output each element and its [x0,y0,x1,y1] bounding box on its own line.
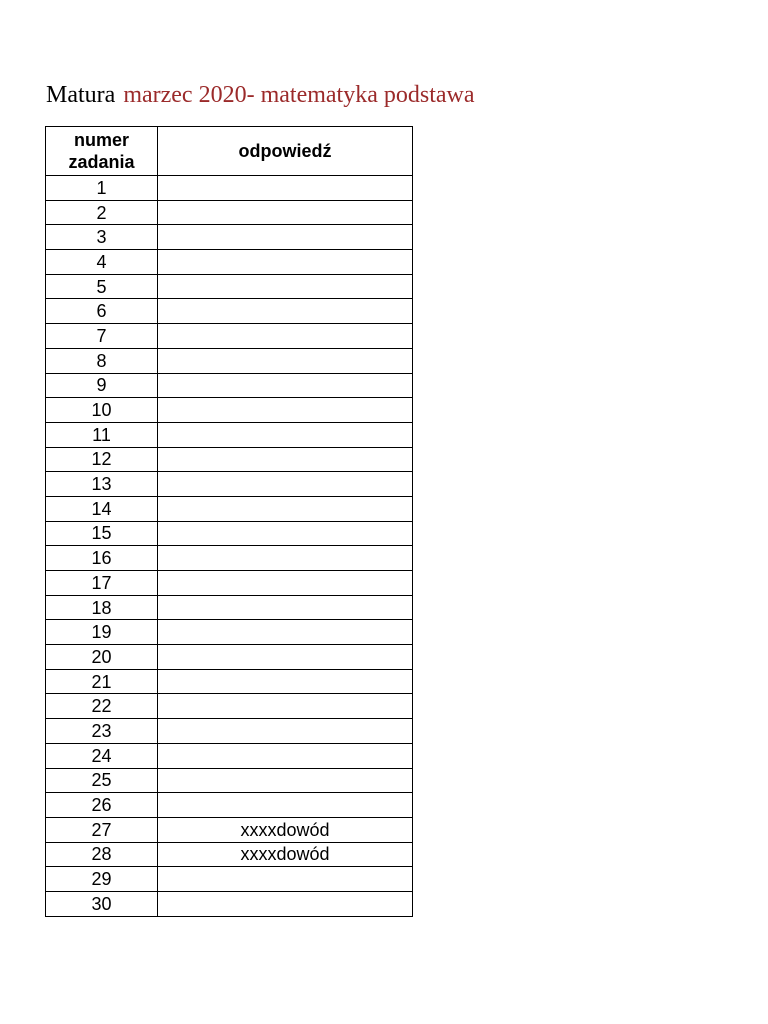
table-row [46,645,413,670]
answer-cell [158,324,413,349]
answer-cell [158,348,413,373]
table-row [46,768,413,793]
table-row [46,521,413,546]
table-row [46,250,413,275]
answer-cell [158,447,413,472]
task-number-cell: 21 [46,669,158,694]
answer-cell [158,669,413,694]
task-number-cell: 10 [46,398,158,423]
answer-cell [158,743,413,768]
table-row [46,398,413,423]
header-number-line2: zadania [68,152,135,172]
answer-cell [158,891,413,916]
answer-cell: xxxxdowód [158,817,413,842]
table-row [46,891,413,916]
header-row [46,127,413,176]
task-number-cell: 17 [46,571,158,596]
answer-cell [158,768,413,793]
answer-cell [158,521,413,546]
table-row [46,200,413,225]
answer-cell [158,496,413,521]
task-number-cell: 15 [46,521,158,546]
table-row [46,546,413,571]
task-number-cell: 7 [46,324,158,349]
answer-cell [158,250,413,275]
table-row [46,373,413,398]
page-title [46,80,475,110]
answer-cell [158,694,413,719]
answer-cell [158,620,413,645]
task-number-cell: 9 [46,373,158,398]
table-row [46,422,413,447]
answer-cell [158,200,413,225]
table-row [46,299,413,324]
task-number-cell: 20 [46,645,158,670]
answers-body [46,176,413,917]
table-row [46,571,413,596]
task-number-cell: 24 [46,743,158,768]
task-number-cell: 25 [46,768,158,793]
task-number-cell: 3 [46,225,158,250]
table-row [46,472,413,497]
table-row [46,595,413,620]
answer-cell [158,867,413,892]
answer-cell [158,472,413,497]
answer-cell [158,299,413,324]
header-answer: odpowiedź [158,127,413,176]
answer-cell: xxxxdowód [158,842,413,867]
task-number-cell: 1 [46,176,158,201]
table-row [46,447,413,472]
table-row [46,867,413,892]
answer-cell [158,571,413,596]
answer-cell [158,645,413,670]
answer-cell [158,422,413,447]
answer-cell [158,546,413,571]
answer-cell [158,274,413,299]
answer-cell [158,176,413,201]
table-row [46,324,413,349]
table-row [46,743,413,768]
title-subtitle: marzec 2020- matematyka podstawa [123,82,475,108]
task-number-cell: 19 [46,620,158,645]
task-number-cell: 23 [46,719,158,744]
task-number-cell: 30 [46,891,158,916]
task-number-cell: 11 [46,422,158,447]
task-number-cell: 22 [46,694,158,719]
task-number-cell: 6 [46,299,158,324]
table-row [46,176,413,201]
table-row [46,842,413,867]
table-row [46,719,413,744]
table-row [46,669,413,694]
answer-cell [158,398,413,423]
answer-cell [158,719,413,744]
task-number-cell: 13 [46,472,158,497]
task-number-cell: 16 [46,546,158,571]
header-task-number [46,127,158,176]
task-number-cell: 4 [46,250,158,275]
task-number-cell: 27 [46,817,158,842]
task-number-cell: 12 [46,447,158,472]
table-row [46,225,413,250]
title-prefix: Matura [46,82,116,108]
task-number-cell: 8 [46,348,158,373]
answer-cell [158,793,413,818]
task-number-cell: 2 [46,200,158,225]
table-row [46,348,413,373]
task-number-cell: 28 [46,842,158,867]
answer-cell [158,225,413,250]
header-number-line1: numer [73,130,129,150]
table-row [46,496,413,521]
task-number-cell: 5 [46,274,158,299]
task-number-cell: 14 [46,496,158,521]
task-number-cell: 26 [46,793,158,818]
table-row [46,817,413,842]
table-row [46,274,413,299]
table-row [46,620,413,645]
table-row [46,694,413,719]
answer-cell [158,373,413,398]
answer-cell [158,595,413,620]
task-number-cell: 18 [46,595,158,620]
task-number-cell: 29 [46,867,158,892]
table-row [46,793,413,818]
answers-table [45,126,413,917]
